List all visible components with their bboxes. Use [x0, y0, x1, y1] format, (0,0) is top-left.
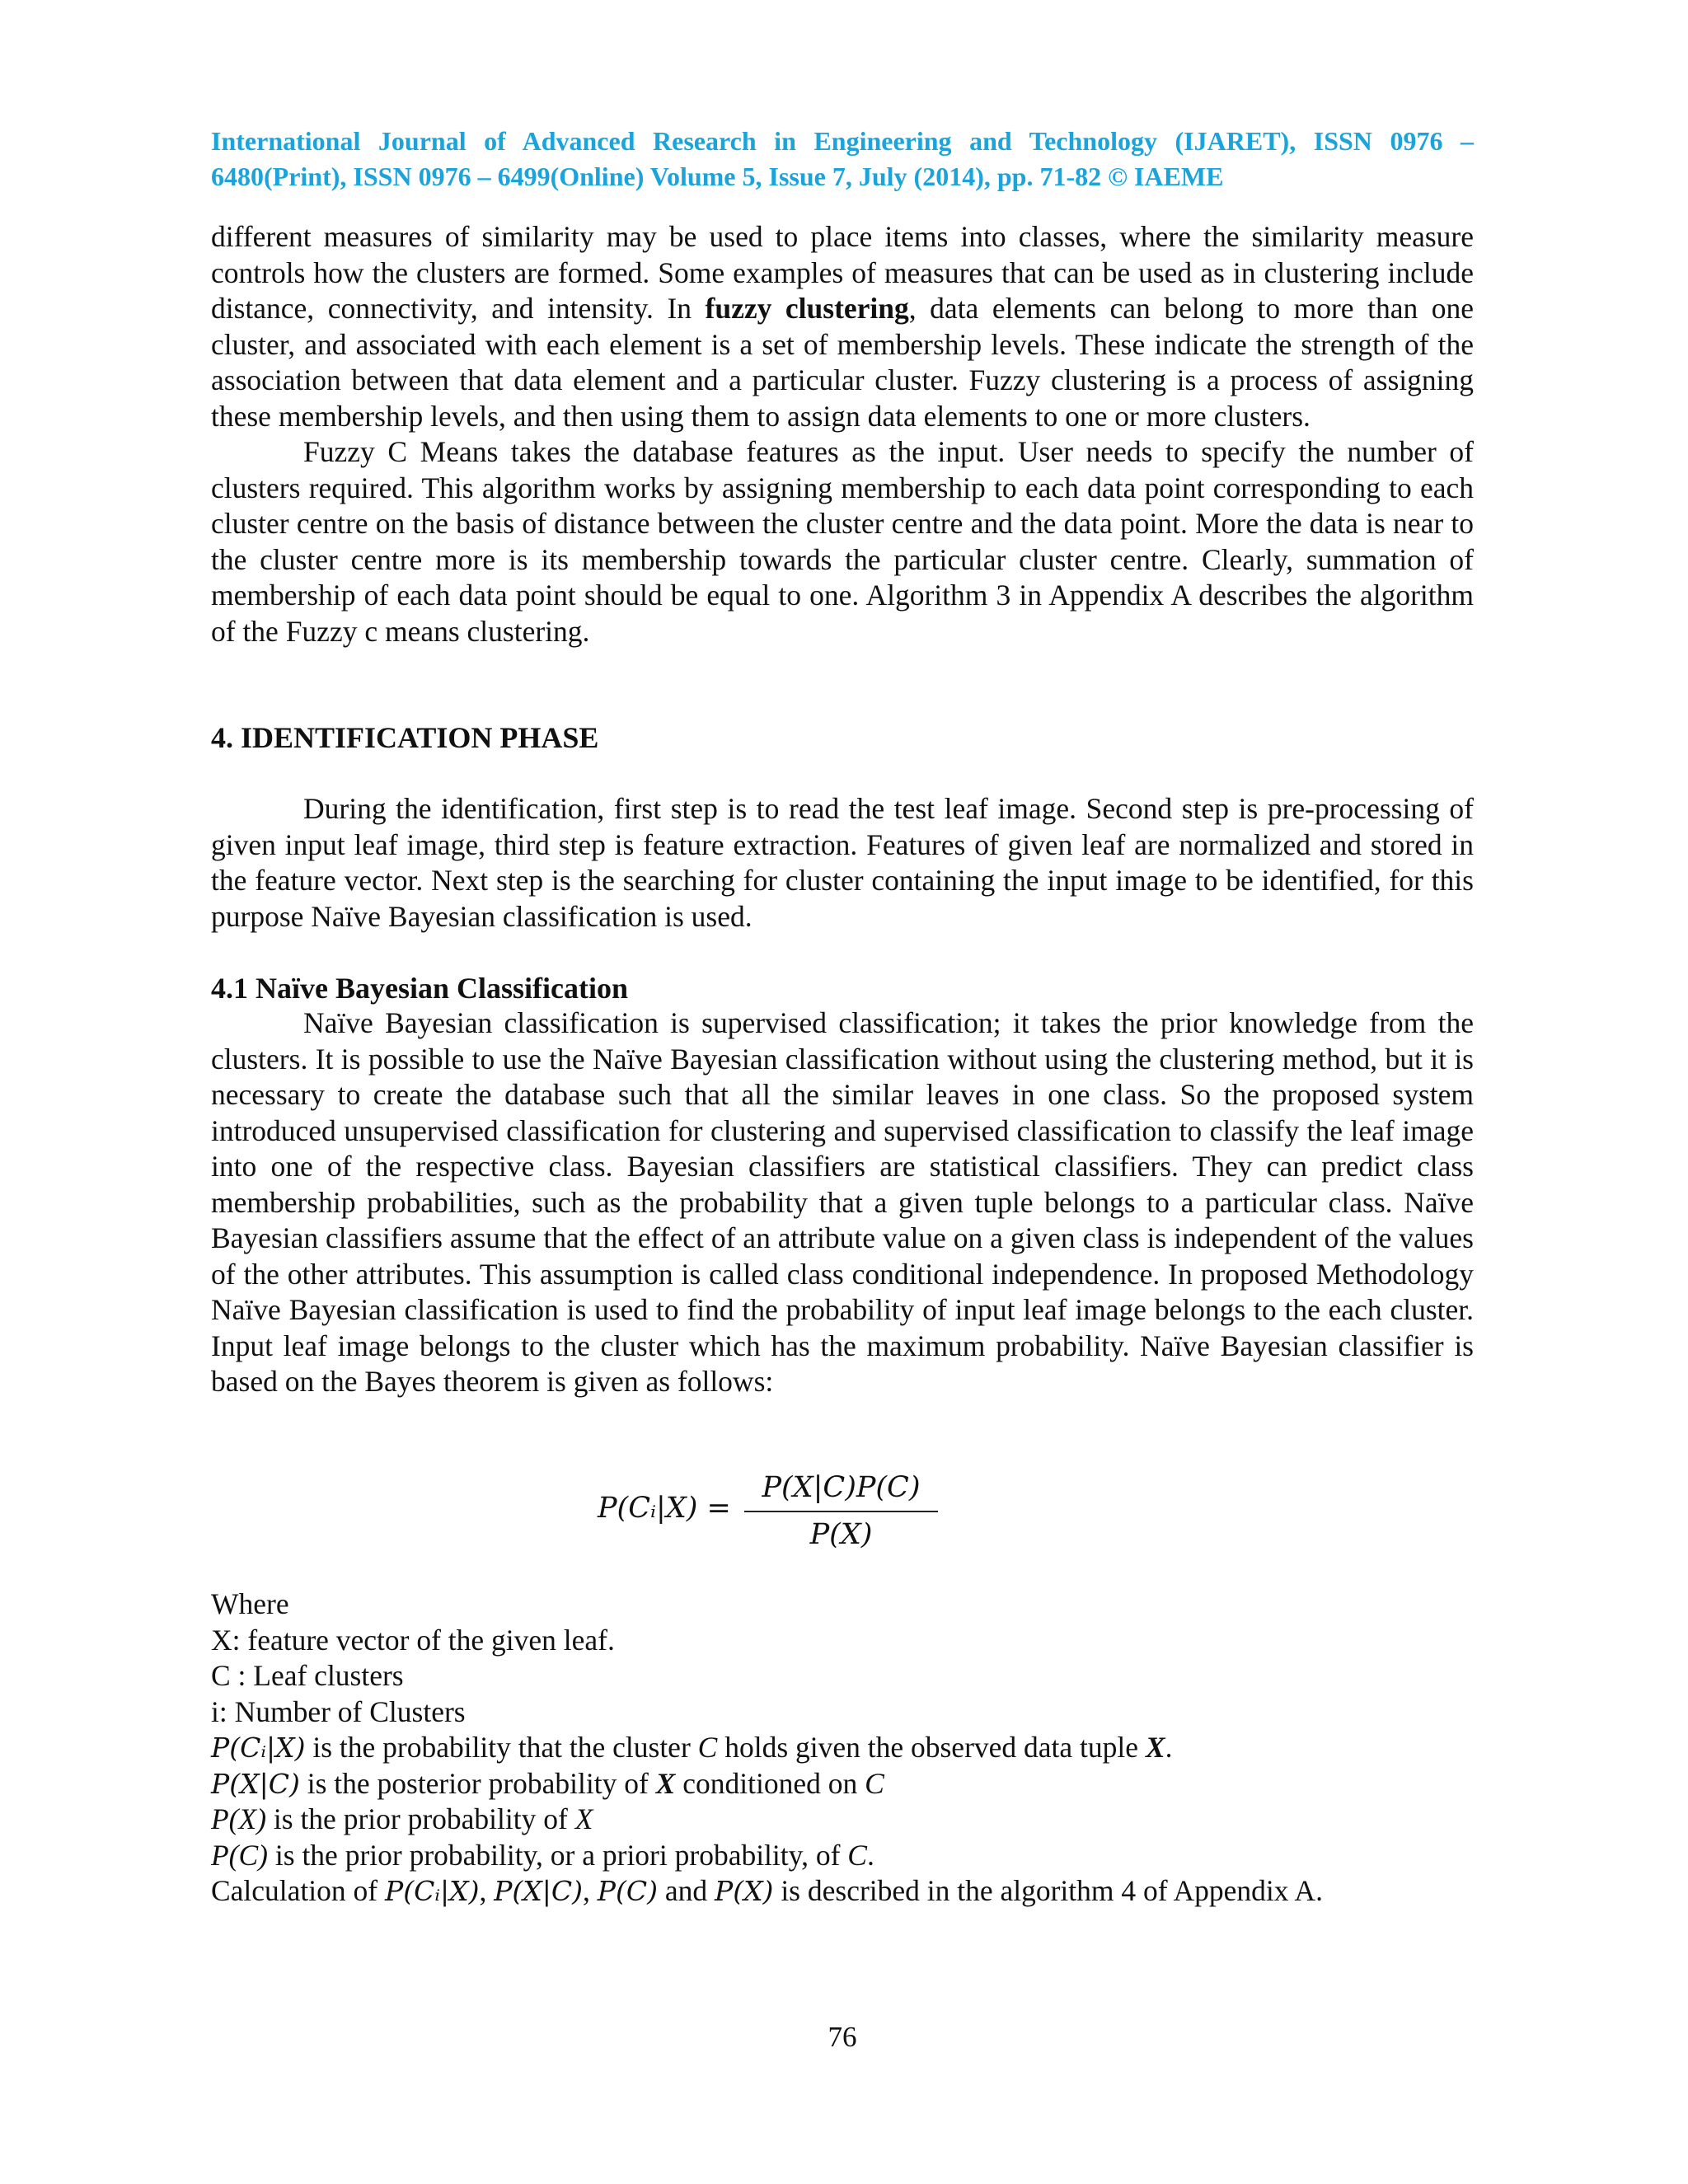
naive-bayes-paragraph: Naïve Bayesian classification is supervised classification; it takes the prior knowledge from the clusters. It is possible to use the Naïve Bayesian classification without using the clustering method, but it is necessary to create the database such that all the similar leaves in one class. So the proposed system introduced unsupervised classification for clustering and supervised classification to classify the leaf image into one of the respective class. Bayesian classifiers are statistical classifiers. They can predict class membership probabilities, such as the probability that a given tuple belongs to a particular class. Naïve Bayesian classifiers assume that the effect of an attribute value on a given class is independent of the values of the other attributes. This assumption is called class conditional independence. In proposed Methodology Naïve Bayesian classification is used to find the probability of input leaf image belongs to the each cluster. Input leaf image belongs to the cluster which has the maximum probability. Naïve Bayesian classifier is based on the Bayes theorem is given as follows:: [211, 1006, 1474, 1398]
formula-fraction: [744, 1469, 938, 1554]
variable-definitions: [211, 1586, 1474, 1910]
def-posterior-ci: P(Cᵢ|X) is the probability that the cluster C holds given the observed data tuple X.: [211, 1731, 1173, 1764]
def-c: C : Leaf clusters: [211, 1659, 404, 1692]
def-prior-c: P(C) is the prior probability, or a priori probability, of C.: [211, 1838, 874, 1872]
fuzzy-paragraph-1: [211, 219, 1474, 434]
section-4-1-heading: 4.1 Naïve Bayesian Classification: [211, 972, 629, 1005]
section-4-heading: 4. IDENTIFICATION PHASE: [211, 721, 599, 754]
def-x: X: feature vector of the given leaf.: [211, 1623, 615, 1657]
def-likelihood: P(X|C) is the posterior probability of X conditioned on C: [211, 1766, 884, 1800]
identification-paragraph: During the identification, first step is to read the test leaf image. Second step is pre-processing of given input leaf image, third step is feature extraction. Features of given leaf are normalized and stored in the feature vector. Next step is the searching for cluster containing the input image to be identified, for this purpose Naïve Bayesian classification is used.: [211, 792, 1474, 933]
fuzzy-paragraph-2: Fuzzy C Means takes the database features as the input. User needs to specify the number of clusters required. This algorithm works by assigning membership to each data point corresponding to each cluster centre on the basis of distance between the cluster centre and the data point. More the data is near to the cluster centre more is its membership towards the particular cluster centre. Clearly, summation of membership of each data point should be equal to one. Algorithm 3 in Appendix A describes the algorithm of the Fuzzy c means clustering.: [211, 435, 1474, 648]
formula-denominator: P(X): [809, 1518, 873, 1551]
formula-lhs: P(Cᵢ|X) =: [598, 1492, 731, 1525]
journal-header: International Journal of Advanced Research in Engineering and Technology (IJARET), ISSN 0976 – 6480(Print), ISSN 0976 – 6499(Online) Volume 5, Issue 7, July (2014), pp. 71-82 © IAEME: [211, 126, 1474, 191]
calculation-note: Calculation of P(Cᵢ|X), P(X|C), P(C) and P(X) is described in the algorithm 4 of Appendix A.: [211, 1874, 1323, 1907]
naive-bayes-section: [211, 1005, 1474, 1400]
def-i: i: Number of Clusters: [211, 1694, 466, 1728]
where-label: Where: [211, 1587, 289, 1620]
fraction-bar: [744, 1511, 938, 1512]
fuzzy-clustering-section: [211, 219, 1474, 649]
fuzzy-p1-text-a: different measures of similarity may be used to place items into classes, where the similarity measure controls how the clusters are formed. Some examples of measures that can be used as in clustering include distance, connectivity, and intensity. In: [211, 220, 1474, 325]
page-number: 76: [828, 2021, 857, 2053]
formula-numerator: P(X|C)P(C): [762, 1471, 921, 1504]
identification-section: [211, 791, 1474, 935]
fuzzy-clustering-term: fuzzy clustering: [705, 292, 909, 325]
def-prior-x: P(X) is the prior probability of X: [211, 1802, 593, 1835]
fuzzy-p1-text-b: , data elements can belong to more than one cluster, and associated with each element is a set of membership levels. These indicate the strength of the association between that data element and a particular cluster. Fuzzy clustering is a process of assigning these membership levels, and then using them to assign data elements to one or more clusters.: [211, 292, 1474, 433]
